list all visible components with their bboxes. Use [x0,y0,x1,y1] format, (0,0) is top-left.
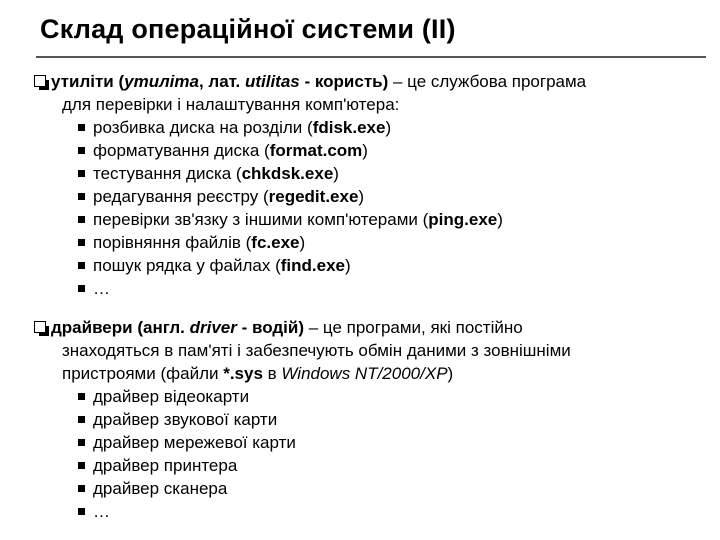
drivers-files-prefix: пристроями (файли [62,364,224,383]
drivers-section [34,316,571,523]
checkbox-bullet-icon [34,321,46,333]
list-item [78,500,571,523]
list-item [78,431,571,454]
drivers-definition-cont1: знаходяться в пам'яті і забезпечують обмін даними з зовнішніми [62,341,571,360]
square-bullet-icon [78,147,85,154]
list-item [78,208,586,231]
list-item [78,277,586,300]
item-text: пошук рядка у файлах ( [93,256,281,275]
drivers-definition: – це програми, які постійно [304,318,523,337]
square-bullet-icon [78,216,85,223]
item-end: ) [345,256,351,275]
item-text: драйвер сканера [93,479,228,498]
utilities-latin: utilitas [244,72,300,91]
list-item [78,454,571,477]
drivers-close: ) [447,364,454,383]
drivers-term: драйвери [51,318,133,337]
checkbox-bullet-icon [34,75,46,87]
drivers-definition-cont2 [34,362,571,385]
utilities-definition: – це службова програма [388,72,587,91]
drivers-heading-text [51,316,523,339]
title-divider [36,56,706,58]
item-command: fc.exe [251,233,300,252]
list-item [78,139,586,162]
item-text: форматування диска ( [93,141,270,160]
item-text: драйвер відеокарти [93,387,250,406]
square-bullet-icon [78,170,85,177]
square-bullet-icon [78,439,85,446]
list-item [78,254,586,277]
item-text: драйвер принтера [93,456,238,475]
drivers-meaning: - водій) [236,318,304,337]
square-bullet-icon [78,262,85,269]
square-bullet-icon [78,285,85,292]
item-end: ) [299,233,306,252]
square-bullet-icon [78,239,85,246]
item-ellipsis: … [93,279,110,298]
square-bullet-icon [78,124,85,131]
utilities-heading-text [51,70,586,93]
item-text: перевірки зв'язку з іншими комп'ютерами ( [93,210,429,229]
utilities-list [34,116,586,300]
list-item [78,408,571,431]
utilities-section [34,70,586,300]
list-item [78,116,586,139]
drivers-list [34,385,571,523]
item-end: ) [497,210,503,229]
utilities-meaning: - користь) [299,72,389,91]
square-bullet-icon [78,508,85,515]
square-bullet-icon [78,193,85,200]
square-bullet-icon [78,485,85,492]
utilities-etym: утиліта [124,72,199,91]
utilities-definition-cont: для перевірки і налаштування комп'ютера: [62,95,400,114]
item-ellipsis: … [93,502,110,521]
drivers-os: Windows NT/2000/XP [281,364,448,383]
item-text: редагування реєстру ( [93,187,269,206]
square-bullet-icon [78,393,85,400]
item-text: тестування диска ( [93,164,242,183]
item-end: ) [333,164,339,183]
page-title: Склад операційної системи (II) [40,14,456,44]
item-text: розбивка диска на розділи ( [93,118,313,137]
item-end: ) [385,118,392,137]
utilities-paren: ( [113,72,125,91]
utilities-lang: , лат. [198,72,245,91]
drivers-paren: (англ. [132,318,190,337]
drivers-heading [34,316,571,339]
item-end: ) [362,141,368,160]
utilities-term: утиліти [51,72,114,91]
item-text: порівняння файлів ( [93,233,252,252]
list-item [78,162,586,185]
drivers-english: driver [189,318,237,337]
list-item [78,185,586,208]
item-command: find.exe [280,256,346,275]
item-command: chkdsk.exe [241,164,334,183]
list-item [78,477,571,500]
list-item [78,385,571,408]
drivers-files: *.sys [223,364,263,383]
item-command: ping.exe [428,210,498,229]
item-end: ) [358,187,365,206]
item-command: fdisk.exe [312,118,386,137]
item-command: format.com [269,141,363,160]
utilities-heading [34,70,586,93]
square-bullet-icon [78,416,85,423]
list-item [78,231,586,254]
item-text: драйвер звукової карти [93,410,278,429]
item-text: драйвер мережевої карти [93,433,296,452]
item-command: regedit.exe [268,187,359,206]
drivers-in: в [262,364,282,383]
square-bullet-icon [78,462,85,469]
